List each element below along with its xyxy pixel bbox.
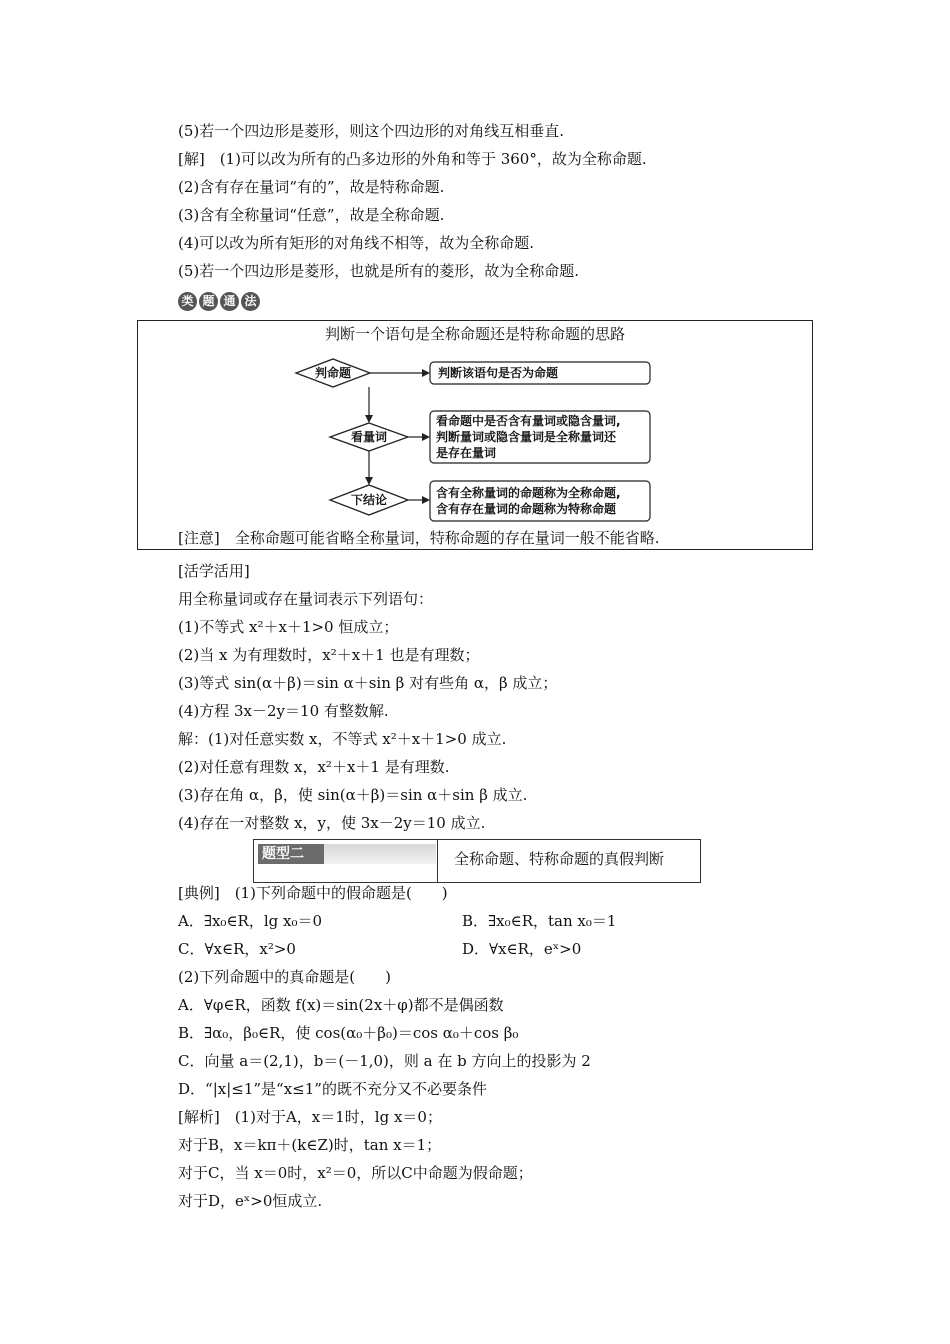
text-line: (3)等式 sin(α＋β)＝sin α＋sin β 对有些角 α，β 成立； xyxy=(178,674,558,692)
topic-label: 题型二 xyxy=(258,844,328,864)
flow-rect-text: 是存在量词 xyxy=(436,446,497,460)
flow-diamond-label: 看量词 xyxy=(350,430,388,444)
arrow-head xyxy=(365,415,373,423)
flow-rect-text: 看命题中是否含有量词或隐含量词, xyxy=(436,414,621,428)
badge-char: 法 xyxy=(241,292,260,311)
divider xyxy=(437,840,438,882)
arrow-head xyxy=(422,369,430,377)
text-line: (4)存在一对整数 x，y，使 3x－2y＝10 成立. xyxy=(178,814,486,832)
option-a: A．∃x₀∈R，lg x₀＝0 xyxy=(178,912,323,930)
flow-rect-text: 含有存在量词的命题称为特称命题 xyxy=(436,502,617,516)
text-line: [解] (1)可以改为所有的凸多边形的外角和等于 360°，故为全称命题. xyxy=(178,150,647,168)
text-line: [活学活用] xyxy=(178,562,250,580)
text-line: (5)若一个四边形是菱形，则这个四边形的对角线互相垂直. xyxy=(178,122,565,140)
text-line: (2)对任意有理数 x，x²＋x＋1 是有理数. xyxy=(178,758,450,776)
option-b: B．∃x₀∈R，tan x₀＝1 xyxy=(462,912,617,930)
topic-header xyxy=(253,839,701,883)
flow-diamond-label: 判命题 xyxy=(314,366,352,380)
analysis-line: 对于B，x＝kπ＋(k∈Z)时，tan x＝1； xyxy=(178,1136,442,1154)
note-text: [注意] 全称命题可能省略全称量词，特称命题的存在量词一般不能省略. xyxy=(178,529,660,547)
text-line: (3)存在角 α，β，使 sin(α＋β)＝sin α＋sin β 成立. xyxy=(178,786,528,804)
flowchart xyxy=(138,321,812,549)
box-title: 判断一个语句是全称命题还是特称命题的思路 xyxy=(324,325,625,343)
text-line: 解：(1)对任意实数 x，不等式 x²＋x＋1>0 成立. xyxy=(178,730,507,748)
option-c: C．∀x∈R，x²>0 xyxy=(178,940,296,958)
badge-char: 题 xyxy=(199,292,218,311)
analysis-line: [解析] (1)对于A，x＝1时，lg x＝0； xyxy=(178,1108,442,1126)
method-box xyxy=(137,320,813,550)
flow-rect-text: 判断该语句是否为命题 xyxy=(438,366,559,380)
flow-rect-text: 判断量词或隐含量词是全称量词还 xyxy=(436,430,617,444)
badge-char: 类 xyxy=(178,292,197,311)
topic-label-strip xyxy=(324,844,436,864)
arrow-head xyxy=(365,477,373,485)
option-d: D．∀x∈R，eˣ>0 xyxy=(462,940,582,958)
question-text: (2)下列命题中的真命题是( ) xyxy=(178,968,391,986)
text-line: (4)可以改为所有矩形的对角线不相等，故为全称命题. xyxy=(178,234,535,252)
option-b: B．∃α₀，β₀∈R，使 cos(α₀＋β₀)＝cos α₀＋cos β₀ xyxy=(178,1024,519,1042)
text-line: (2)当 x 为有理数时，x²＋x＋1 也是有理数； xyxy=(178,646,480,664)
topic-title: 全称命题、特称命题的真假判断 xyxy=(454,850,665,868)
flow-diamond-label: 下结论 xyxy=(350,493,388,507)
text-line: (1)不等式 x²＋x＋1>0 恒成立； xyxy=(178,618,399,636)
question-text: [典例] (1)下列命题中的假命题是( ) xyxy=(178,884,448,902)
analysis-line: 对于C，当 x＝0时，x²＝0，所以C中命题为假命题； xyxy=(178,1164,533,1182)
section-badge xyxy=(178,292,260,314)
option-c: C．向量 a＝(2,1)，b＝(－1,0)，则 a 在 b 方向上的投影为 2 xyxy=(178,1052,591,1070)
analysis-line: 对于D，eˣ>0恒成立. xyxy=(178,1192,323,1210)
text-line: (2)含有存在量词“有的”，故是特称命题. xyxy=(178,178,445,196)
badge-char: 通 xyxy=(220,292,239,311)
text-line: (3)含有全称量词“任意”，故是全称命题. xyxy=(178,206,445,224)
text-line: 用全称量词或存在量词表示下列语句： xyxy=(178,590,434,608)
arrow-head xyxy=(422,496,430,504)
flow-rect-text: 含有全称量词的命题称为全称命题, xyxy=(436,486,621,500)
text-line: (5)若一个四边形是菱形，也就是所有的菱形，故为全称命题. xyxy=(178,262,580,280)
option-d: D．“|x|≤1”是“x≤1”的既不充分又不必要条件 xyxy=(178,1080,487,1098)
arrow-head xyxy=(422,433,430,441)
option-a: A．∀φ∈R，函数 f(x)＝sin(2x＋φ)都不是偶函数 xyxy=(178,996,504,1014)
text-line: (4)方程 3x－2y＝10 有整数解. xyxy=(178,702,389,720)
